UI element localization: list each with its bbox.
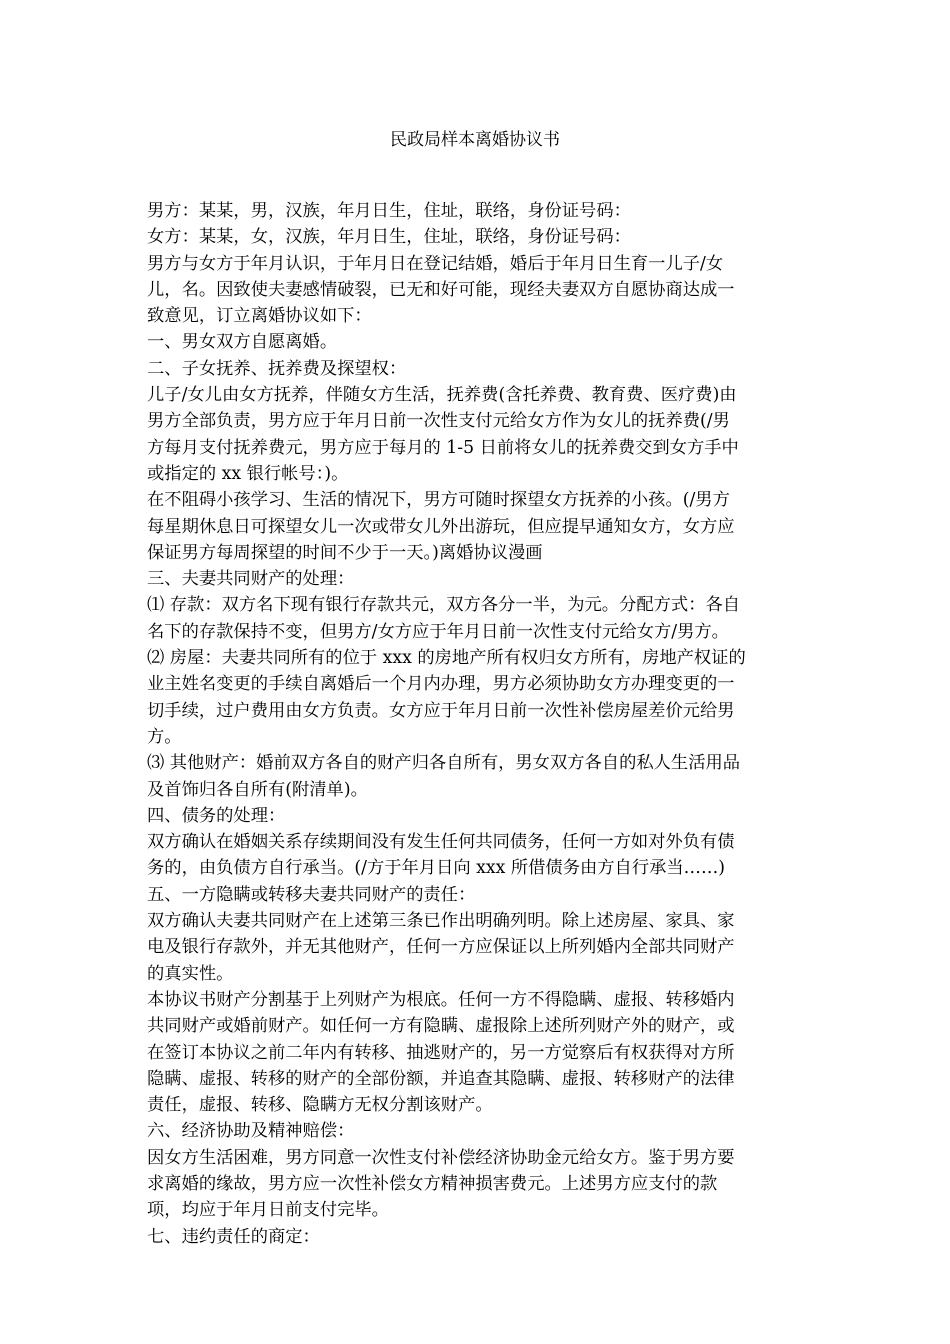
text-line: 双方确认夫妻共同财产在上述第三条已作出明确列明。除上述房屋、家具、家 bbox=[147, 911, 735, 932]
text-line: ⑴ 存款：双方名下现有银行存款共元，双方各分一半，为元。分配方式：各自 bbox=[147, 595, 741, 616]
text-line: 求离婚的缘故，男方应一次性补偿女方精神损害费元。上述男方应支付的款 bbox=[147, 1173, 718, 1194]
text-line: 的真实性。 bbox=[147, 963, 234, 984]
text-line: 儿子/女儿由女方抚养，伴随女方生活，抚养费(含托养费、教育费、医疗费)由 bbox=[147, 385, 737, 406]
text-line: 男方与女方于年月认识，于年月日在登记结婚，婚后于年月日生育一儿子/女 bbox=[147, 253, 724, 274]
document-body bbox=[147, 198, 807, 1250]
section-heading: 五、一方隐瞒或转移夫妻共同财产的责任： bbox=[147, 884, 476, 905]
text-line: 在签订本协议之前二年内有转移、抽逃财产的，另一方觉察后有权获得对方所 bbox=[147, 1042, 735, 1063]
text-line: 及首饰归各自所有(附清单)。 bbox=[147, 779, 368, 800]
section-heading: 七、违约责任的商定： bbox=[147, 1226, 320, 1247]
text-line: 女方：某某，女，汉族，年月日生，住址，联络，身份证号码： bbox=[147, 227, 631, 248]
text-line: 电及银行存款外，并无其他财产，任何一方应保证以上所列婚内全部共同财产 bbox=[147, 937, 735, 958]
section-heading: 一、男女双方自愿离婚。 bbox=[147, 332, 338, 353]
text-line: 或指定的 xx 银行帐号：)。 bbox=[147, 463, 349, 484]
text-line: 方每月支付抚养费元，男方应于每月的 1-5 日前将女儿的抚养费交到女方手中 bbox=[147, 437, 739, 458]
text-line: ⑶ 其他财产：婚前双方各自的财产归各自所有，男女双方各自的私人生活用品 bbox=[147, 753, 741, 774]
text-line: 每星期休息日可探望女儿一次或带女儿外出游玩，但应提早通知女方，女方应 bbox=[147, 516, 735, 537]
text-line: 男方：某某，男，汉族，年月日生，住址，联络，身份证号码： bbox=[147, 201, 631, 221]
text-line: 双方确认在婚姻关系存续期间没有发生任何共同债务，任何一方如对外负有债 bbox=[147, 832, 735, 853]
text-line: 务的，由负债方自行承当。(/方于年月日向 xxx 所借债务由方自行承当……) bbox=[147, 858, 725, 879]
text-line: 在不阻碍小孩学习、生活的情况下，男方可随时探望女方抚养的小孩。(/男方 bbox=[147, 490, 730, 511]
text-line: 儿，名。因致使夫妻感情破裂，已无和好可能，现经夫妻双方自愿协商达成一 bbox=[147, 279, 735, 300]
section-heading: 四、债务的处理： bbox=[147, 805, 286, 826]
section-heading: 二、子女抚养、抚养费及探望权： bbox=[147, 358, 407, 379]
text-line: 名下的存款保持不变，但男方/女方应于年月日前一次性支付元给女方/男方。 bbox=[147, 621, 729, 642]
text-line: 致意见，订立离婚协议如下： bbox=[147, 306, 372, 327]
text-line: ⑵ 房屋：夫妻共同所有的位于 xxx 的房地产所有权归女方所有，房地产权证的 bbox=[147, 648, 746, 669]
text-line: 隐瞒、虚报、转移的财产的全部份额，并追查其隐瞒、虚报、转移财产的法律 bbox=[147, 1068, 735, 1089]
text-line: 业主姓名变更的手续自离婚后一个月内办理，男方必须协助女方办理变更的一 bbox=[147, 674, 735, 695]
text-line: 责任，虚报、转移、隐瞒方无权分割该财产。 bbox=[147, 1095, 493, 1116]
text-line: 方。 bbox=[147, 726, 182, 747]
text-line: 切手续，过户费用由女方负责。女方应于年月日前一次性补偿房屋差价元给男 bbox=[147, 700, 735, 721]
text-line: 项，均应于年月日前支付完毕。 bbox=[147, 1200, 389, 1221]
text-line: 因女方生活困难，男方同意一次性支付补偿经济协助金元给女方。鉴于男方要 bbox=[147, 1147, 735, 1168]
text-line: 共同财产或婚前财产。如任何一方有隐瞒、虚报除上述所列财产外的财产，或 bbox=[147, 1016, 735, 1037]
section-heading: 三、夫妻共同财产的处理： bbox=[147, 569, 355, 590]
text-line: 本协议书财产分割基于上列财产为根底。任何一方不得隐瞒、虚报、转移婚内 bbox=[147, 989, 735, 1010]
document-title: 民政局样本离婚协议书 bbox=[390, 130, 560, 150]
text-line: 保证男方每周探望的时间不少于一天。)离婚协议漫画 bbox=[147, 542, 543, 563]
section-heading: 六、经济协助及精神赔偿： bbox=[147, 1121, 355, 1142]
text-line: 男方全部负责，男方应于年月日前一次性支付元给女方作为女儿的抚养费(/男 bbox=[147, 411, 730, 432]
